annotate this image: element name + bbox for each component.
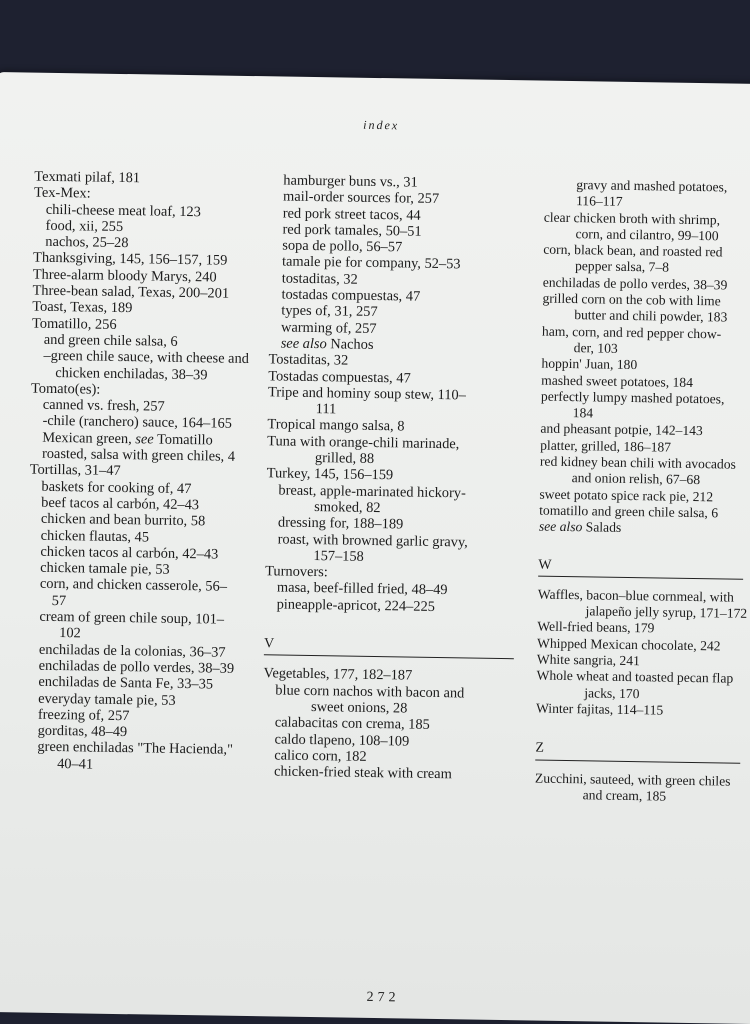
index-entry: chicken enchiladas, 38–39 bbox=[55, 364, 208, 383]
index-entry: see also Nachos bbox=[280, 335, 374, 353]
index-entry: tamale pie for company, 52–53 bbox=[281, 254, 461, 273]
index-entry: Turkey, 145, 156–159 bbox=[266, 465, 394, 484]
index-entry: Well-fried beans, 179 bbox=[537, 618, 655, 636]
index-entry: Tripe and hominy soup stew, 110– bbox=[267, 384, 466, 404]
index-entry: Tostadas compuestas, 47 bbox=[268, 367, 411, 387]
index-entry: gravy and mashed potatoes, bbox=[576, 177, 728, 195]
index-entry: pineapple-apricot, 224–225 bbox=[276, 596, 436, 615]
index-entry: White sangria, 241 bbox=[536, 651, 641, 669]
index-entry: gorditas, 48–49 bbox=[37, 722, 128, 741]
index-entry: dressing for, 188–189 bbox=[277, 514, 404, 533]
index-entry: and cream, 185 bbox=[582, 787, 667, 804]
index-entry: Zucchini, sauteed, with green chiles bbox=[534, 770, 731, 789]
index-entry: tomatillo and green chile salsa, 6 bbox=[539, 502, 719, 521]
index-entry: and pheasant potpie, 142–143 bbox=[540, 421, 703, 439]
index-entry: Whole wheat and toasted pecan flap bbox=[536, 667, 734, 686]
index-entry: chili-cheese meat loaf, 123 bbox=[45, 201, 201, 220]
index-entry: Winter fajitas, 114–115 bbox=[535, 700, 664, 718]
index-entry: and green chile salsa, 6 bbox=[43, 331, 178, 350]
index-entry: corn, black bean, and roasted red bbox=[543, 241, 723, 260]
index-entry: Turnovers: bbox=[265, 563, 328, 581]
index-entry: canned vs. fresh, 257 bbox=[42, 396, 165, 415]
index-entry: nachos, 25–28 bbox=[45, 233, 129, 252]
index-entry: Tropical mango salsa, 8 bbox=[267, 416, 405, 435]
index-entry: hamburger buns vs., 31 bbox=[283, 172, 418, 191]
index-entry: jalapeño jelly syrup, 171–172 bbox=[585, 603, 748, 621]
index-entry: Tex-Mex: bbox=[33, 184, 91, 202]
index-entry: Waffles, bacon–blue cornmeal, with bbox=[537, 586, 735, 605]
index-entry: red kidney bean chili with avocados bbox=[539, 453, 736, 472]
index-entry: Tortillas, 31–47 bbox=[29, 461, 121, 480]
index-entry: corn, and chicken casserole, 56– bbox=[39, 576, 228, 596]
index-entry: masa, beef-filled fried, 48–49 bbox=[276, 579, 448, 599]
index-entry: chicken tamale pie, 53 bbox=[40, 559, 170, 578]
index-entry: enchiladas de Santa Fe, 33–35 bbox=[38, 673, 214, 693]
index-entry: perfectly lumpy mashed potatoes, bbox=[540, 388, 725, 407]
index-entry: baskets for cooking of, 47 bbox=[41, 478, 192, 497]
index-entry: chicken-fried steak with cream bbox=[273, 763, 452, 783]
index-entry: Mexican green, see Tomatillo bbox=[42, 429, 213, 449]
index-column-middle bbox=[262, 172, 522, 783]
index-entry: chicken and bean burrito, 58 bbox=[40, 510, 206, 530]
running-header: index bbox=[363, 117, 400, 133]
index-entry: blue corn nachos with bacon and bbox=[275, 682, 465, 702]
index-entry: Vegetables, 177, 182–187 bbox=[263, 665, 413, 684]
index-entry: food, xii, 255 bbox=[45, 217, 124, 235]
index-entry: hoppin' Juan, 180 bbox=[541, 355, 638, 373]
index-entry: warming of, 257 bbox=[280, 319, 377, 337]
index-entry: 184 bbox=[572, 405, 594, 421]
index-entry: Whipped Mexican chocolate, 242 bbox=[536, 635, 721, 654]
index-entry: caldo tlapeno, 108–109 bbox=[274, 730, 410, 750]
index-entry: sopa de pollo, 56–57 bbox=[282, 237, 403, 256]
index-entry: beef tacos al carbón, 42–43 bbox=[41, 494, 200, 514]
index-column-left bbox=[25, 169, 259, 775]
index-entry: corn, and cilantro, 99–100 bbox=[575, 226, 719, 244]
index-entry: –green chile sauce, with cheese and bbox=[43, 348, 250, 368]
index-entry: tostadas compuestas, 47 bbox=[281, 286, 421, 305]
index-entry: ham, corn, and red pepper chow- bbox=[541, 323, 722, 342]
index-entry: see also Salads bbox=[538, 518, 622, 536]
index-entry: Tuna with orange-chili marinade, bbox=[267, 433, 460, 453]
index-entry: der, 103 bbox=[573, 340, 618, 356]
index-entry: Texmati pilaf, 181 bbox=[34, 168, 141, 187]
index-entry: Tomatillo, 256 bbox=[31, 315, 117, 333]
index-entry: green enchiladas "The Hacienda," bbox=[37, 739, 234, 759]
index-entry: everyday tamale pie, 53 bbox=[38, 690, 176, 709]
index-entry: Three-bean salad, Texas, 200–201 bbox=[32, 282, 230, 302]
index-entry: enchiladas de la colonias, 36–37 bbox=[38, 641, 226, 661]
index-entry: grilled corn on the cob with lime bbox=[542, 290, 721, 309]
index-entry: enchiladas de pollo verdes, 38–39 bbox=[38, 657, 235, 677]
index-entry: types of, 31, 257 bbox=[281, 302, 378, 321]
index-entry: grilled, 88 bbox=[314, 450, 375, 468]
index-entry: mashed sweet potatoes, 184 bbox=[541, 372, 694, 390]
index-entry: -chile (ranchero) sauce, 164–165 bbox=[42, 413, 233, 433]
index-entry: calico corn, 182 bbox=[274, 747, 367, 765]
index-entry: Three-alarm bloody Marys, 240 bbox=[32, 266, 217, 286]
index-entry: tostaditas, 32 bbox=[281, 270, 358, 288]
index-entry: red pork street tacos, 44 bbox=[282, 205, 421, 224]
section-heading-v: V bbox=[264, 636, 514, 659]
index-entry: calabacitas con crema, 185 bbox=[274, 714, 430, 734]
index-entry: roasted, salsa with green chiles, 4 bbox=[41, 445, 236, 465]
index-entry: freezing of, 257 bbox=[37, 706, 130, 724]
index-entry: Tostaditas, 32 bbox=[268, 351, 349, 369]
index-entry: smoked, 82 bbox=[314, 498, 381, 517]
book-page bbox=[0, 72, 750, 1024]
index-entry: butter and chili powder, 183 bbox=[574, 307, 728, 325]
index-entry: sweet potato spice rack pie, 212 bbox=[539, 486, 714, 504]
index-entry: 157–158 bbox=[313, 547, 364, 565]
index-entry: 102 bbox=[59, 625, 81, 642]
index-entry: red pork tamales, 50–51 bbox=[282, 221, 422, 240]
index-entry: chicken tacos al carbón, 42–43 bbox=[40, 543, 219, 563]
section-heading-z: Z bbox=[535, 741, 740, 764]
index-entry: 57 bbox=[51, 592, 67, 609]
index-entry: roast, with browned garlic gravy, bbox=[277, 531, 468, 550]
index-entry: enchiladas de pollo verdes, 38–39 bbox=[542, 274, 728, 293]
index-entry: Tomato(es): bbox=[30, 380, 101, 398]
index-entry: jacks, 170 bbox=[584, 684, 640, 701]
index-entry: cream of green chile soup, 101– bbox=[39, 608, 225, 628]
index-entry: platter, grilled, 186–187 bbox=[540, 437, 672, 455]
index-entry: Toast, Texas, 189 bbox=[32, 298, 133, 317]
index-entry: sweet onions, 28 bbox=[310, 698, 408, 717]
index-column-right bbox=[535, 177, 750, 806]
section-heading-w: W bbox=[538, 557, 743, 580]
index-entry: mail-order sources for, 257 bbox=[282, 188, 440, 208]
index-entry: clear chicken broth with shrimp, bbox=[543, 209, 721, 227]
index-entry: 111 bbox=[315, 401, 337, 418]
index-entry: 40–41 bbox=[57, 755, 94, 773]
index-entry: chicken flautas, 45 bbox=[40, 527, 150, 545]
index-entry: pepper salsa, 7–8 bbox=[574, 258, 670, 276]
index-entry: breast, apple-marinated hickory- bbox=[278, 482, 466, 502]
index-entry: Thanksgiving, 145, 156–157, 159 bbox=[32, 250, 228, 270]
index-entry: 116–117 bbox=[575, 193, 623, 210]
page-number: 272 bbox=[366, 989, 400, 1006]
index-entry: and onion relish, 67–68 bbox=[571, 470, 701, 488]
